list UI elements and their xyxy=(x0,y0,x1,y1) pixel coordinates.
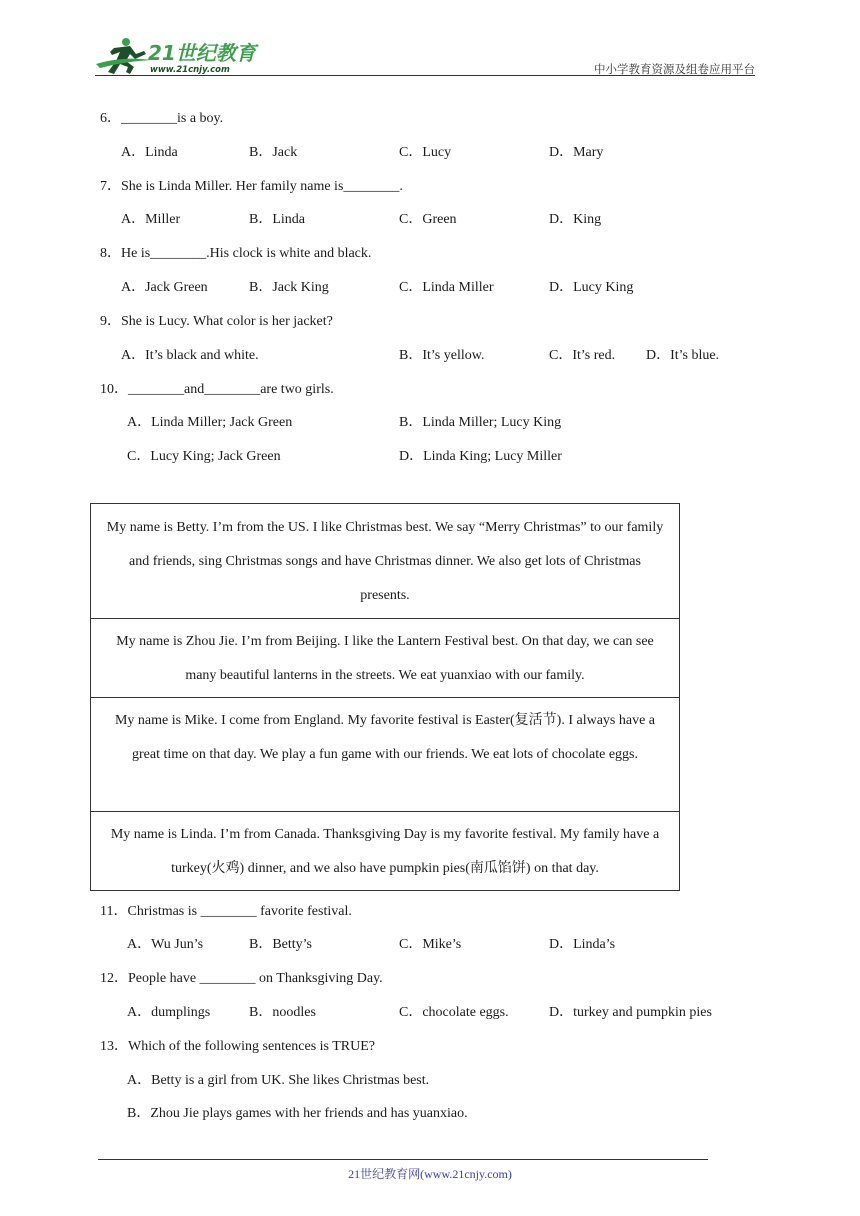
logo-url: www.21cnjy.com xyxy=(150,65,230,75)
q11-option-a: A．Wu Jun’s xyxy=(127,937,204,952)
q8-option-d: D．Lucy King xyxy=(549,280,634,295)
q10-option-d: D．Linda King; Lucy Miller xyxy=(399,449,562,464)
footer-divider xyxy=(98,1159,708,1160)
question-6-stem: 6．________is a boy. xyxy=(100,111,224,126)
q7-option-a: A．Miller xyxy=(121,212,181,227)
question-12-stem: 12．People have ________ on Thanksgiving Day. xyxy=(100,971,383,986)
q12-option-a: A．dumplings xyxy=(127,1005,211,1020)
q8-option-a: A．Jack Green xyxy=(121,280,208,295)
reading-passage-table xyxy=(90,503,680,891)
q6-option-d: D．Mary xyxy=(549,145,604,160)
header-platform-text: 中小学教育资源及组卷应用平台 xyxy=(594,62,755,76)
question-11-stem: 11．Christmas is ________ favorite festival. xyxy=(100,904,352,919)
q10-option-c: C．Lucy King; Jack Green xyxy=(127,449,281,464)
q13-option-a: A．Betty is a girl from UK. She likes Christmas best. xyxy=(127,1073,430,1088)
q9-option-d: D．It’s blue. xyxy=(646,348,720,363)
q10-option-b: B．Linda Miller; Lucy King xyxy=(399,415,562,430)
question-10-stem: 10．________and________are two girls. xyxy=(100,382,334,397)
q11-option-b: B．Betty’s xyxy=(249,937,313,952)
passage-linda: My name is Linda. I’m from Canada. Thanksgiving Day is my favorite festival. My family have a turkey(火鸡) dinner, and we also have pumpkin pies(南瓜馅饼) on that day. xyxy=(91,811,679,890)
q8-option-c: C．Linda Miller xyxy=(399,280,494,295)
passage-zhou-jie: My name is Zhou Jie. I’m from Beijing. I like the Lantern Festival best. On that day, we can see many beautiful lanterns in the streets. We eat yuanxiao with our family. xyxy=(91,618,679,697)
q12-option-b: B．noodles xyxy=(249,1005,316,1020)
q7-option-c: C．Green xyxy=(399,212,457,227)
logo-text: 21世纪教育 xyxy=(148,41,256,65)
q6-option-a: A．Linda xyxy=(121,145,178,160)
q13-option-b: B．Zhou Jie plays games with her friends and has yuanxiao. xyxy=(127,1106,468,1121)
q7-option-b: B．Linda xyxy=(249,212,305,227)
question-8-stem: 8．He is________.His clock is white and black. xyxy=(100,246,372,261)
question-13-stem: 13．Which of the following sentences is TRUE? xyxy=(100,1039,376,1054)
question-9-stem: 9．She is Lucy. What color is her jacket? xyxy=(100,314,333,329)
q12-option-d: D．turkey and pumpkin pies xyxy=(549,1005,712,1020)
question-7-stem: 7．She is Linda Miller. Her family name is________. xyxy=(100,179,403,194)
q9-option-b: B．It’s yellow. xyxy=(399,348,485,363)
q9-option-c: C．It’s red. xyxy=(549,348,616,363)
q10-option-a: A．Linda Miller; Jack Green xyxy=(127,415,293,430)
q8-option-b: B．Jack King xyxy=(249,280,329,295)
q6-option-c: C．Lucy xyxy=(399,145,452,160)
q9-option-a: A．It’s black and white. xyxy=(121,348,259,363)
q7-option-d: D．King xyxy=(549,212,602,227)
q11-option-c: C．Mike’s xyxy=(399,937,462,952)
q12-option-c: C．chocolate eggs. xyxy=(399,1005,509,1020)
logo-21cnjy xyxy=(92,34,262,78)
passage-betty: My name is Betty. I’m from the US. I like Christmas best. We say “Merry Christmas” to our family and friends, sing Christmas songs and have Christmas dinner. We also get lots of Christmas presents. xyxy=(106,520,664,603)
q6-option-b: B．Jack xyxy=(249,145,298,160)
header-divider xyxy=(95,75,755,76)
passage-mike: My name is Mike. I come from England. My favorite festival is Easter(复活节). I always have a great time on that day. We play a fun game with our friends. We eat lots of chocolate eggs. xyxy=(91,697,679,811)
footer-site-link[interactable]: 21世纪教育网(www.21cnjy.com) xyxy=(348,1167,512,1181)
q11-option-d: D．Linda’s xyxy=(549,937,616,952)
